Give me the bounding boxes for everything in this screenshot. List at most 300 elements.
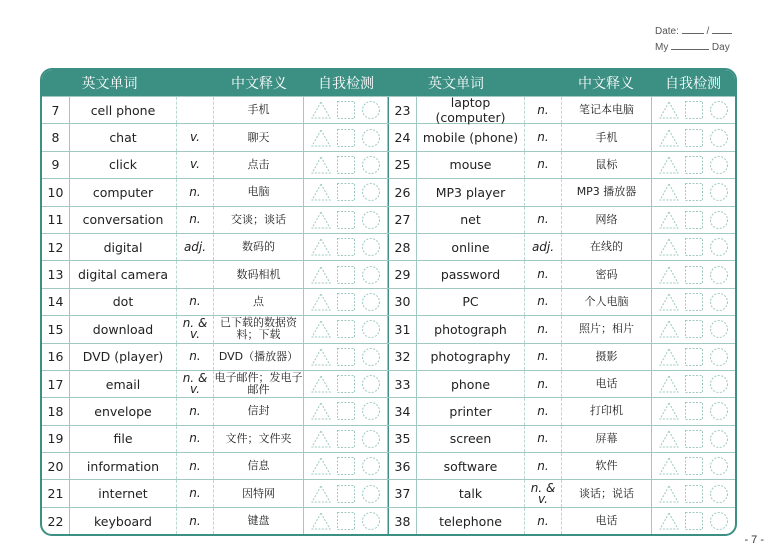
right-entry (389, 508, 736, 534)
circle-check-box[interactable] (709, 128, 729, 148)
left-entry (42, 344, 389, 370)
table-header (42, 70, 735, 96)
square-check-box[interactable] (684, 292, 704, 312)
entry-part-of-speech: n. & v. (525, 480, 562, 506)
entry-number: 12 (42, 234, 70, 260)
entry-word: mobile (phone) (417, 124, 525, 150)
entry-meaning: 电话 (562, 371, 652, 397)
entry-number: 17 (42, 371, 70, 397)
triangle-check-box[interactable] (311, 292, 331, 312)
square-check-box[interactable] (684, 347, 704, 367)
entry-part-of-speech: n. (525, 289, 562, 315)
triangle-check-box[interactable] (311, 484, 331, 504)
square-check-box[interactable] (336, 182, 356, 202)
table-row (42, 397, 735, 424)
entry-part-of-speech (525, 179, 562, 205)
square-check-box[interactable] (684, 265, 704, 285)
self-check-group (304, 453, 388, 479)
entry-meaning: 个人电脑 (562, 289, 652, 315)
table-row (42, 260, 735, 287)
entry-part-of-speech: n. (525, 124, 562, 150)
header-pos-right (524, 70, 561, 96)
entry-part-of-speech: n. (177, 344, 214, 370)
entry-part-of-speech: adj. (177, 234, 214, 260)
circle-check-box[interactable] (361, 374, 381, 394)
triangle-check-box[interactable] (311, 210, 331, 230)
circle-check-box[interactable] (709, 237, 729, 257)
entry-meaning: 数码的 (214, 234, 304, 260)
header-check-left: 自我检测 (318, 76, 374, 92)
self-check-group (304, 152, 388, 178)
left-entry (42, 480, 389, 506)
square-check-box[interactable] (684, 511, 704, 531)
circle-check-box[interactable] (709, 484, 729, 504)
entry-meaning: 信封 (214, 398, 304, 424)
entry-number: 26 (389, 179, 417, 205)
self-check-group (652, 508, 736, 534)
circle-check-box[interactable] (709, 155, 729, 175)
entry-part-of-speech (177, 261, 214, 287)
circle-check-box[interactable] (361, 155, 381, 175)
entry-meaning: 照片；相片 (562, 316, 652, 342)
square-check-box[interactable] (336, 429, 356, 449)
header-meaning-right: 中文释义 (578, 76, 634, 92)
triangle-check-box[interactable] (311, 319, 331, 339)
circle-check-box[interactable] (361, 429, 381, 449)
self-check-group (652, 179, 736, 205)
date-day-blank[interactable] (712, 24, 732, 34)
entry-word: email (70, 371, 177, 397)
triangle-check-box[interactable] (659, 210, 679, 230)
circle-check-box[interactable] (361, 182, 381, 202)
circle-check-box[interactable] (361, 100, 381, 120)
circle-check-box[interactable] (361, 237, 381, 257)
triangle-check-box[interactable] (659, 429, 679, 449)
table-row (42, 343, 735, 370)
circle-check-box[interactable] (361, 265, 381, 285)
page-number: - 7 - (744, 534, 764, 546)
entry-number: 38 (389, 508, 417, 534)
entry-word: online (417, 234, 525, 260)
circle-check-box[interactable] (709, 210, 729, 230)
circle-check-box[interactable] (361, 128, 381, 148)
self-check-group (652, 97, 736, 123)
entry-word: phone (417, 371, 525, 397)
self-check-group (304, 234, 388, 260)
square-check-box[interactable] (684, 401, 704, 421)
square-check-box[interactable] (336, 484, 356, 504)
entry-word: internet (70, 480, 177, 506)
entry-number: 9 (42, 152, 70, 178)
table-row (42, 370, 735, 397)
entry-number: 30 (389, 289, 417, 315)
entry-meaning: 屏幕 (562, 426, 652, 452)
entry-meaning: DVD（播放器） (214, 344, 304, 370)
entry-word: conversation (70, 207, 177, 233)
left-entry (42, 179, 389, 205)
circle-check-box[interactable] (709, 429, 729, 449)
square-check-box[interactable] (684, 182, 704, 202)
triangle-check-box[interactable] (659, 319, 679, 339)
self-check-group (652, 480, 736, 506)
self-check-group (304, 371, 388, 397)
entry-word: software (417, 453, 525, 479)
entry-part-of-speech: n. (177, 398, 214, 424)
square-check-box[interactable] (684, 100, 704, 120)
table-row (42, 479, 735, 506)
square-check-box[interactable] (684, 128, 704, 148)
triangle-check-box[interactable] (311, 100, 331, 120)
right-entry (389, 207, 736, 233)
entry-word: digital camera (70, 261, 177, 287)
entry-number: 31 (389, 316, 417, 342)
entry-word: printer (417, 398, 525, 424)
self-check-group (652, 398, 736, 424)
left-entry (42, 316, 389, 342)
square-check-box[interactable] (684, 237, 704, 257)
entry-part-of-speech: n. & v. (177, 371, 214, 397)
left-entry (42, 124, 389, 150)
circle-check-box[interactable] (709, 319, 729, 339)
entry-word: net (417, 207, 525, 233)
table-body (42, 96, 735, 534)
square-check-box[interactable] (684, 456, 704, 476)
triangle-check-box[interactable] (659, 182, 679, 202)
square-check-box[interactable] (684, 155, 704, 175)
entry-number: 7 (42, 97, 70, 123)
entry-part-of-speech: v. (177, 124, 214, 150)
circle-check-box[interactable] (361, 456, 381, 476)
day-number-blank[interactable] (671, 40, 709, 50)
right-entry (389, 453, 736, 479)
right-entry (389, 124, 736, 150)
circle-check-box[interactable] (361, 401, 381, 421)
entry-number: 18 (42, 398, 70, 424)
entry-meaning: 聊天 (214, 124, 304, 150)
entry-word: dot (70, 289, 177, 315)
self-check-group (304, 97, 388, 123)
left-entry (42, 453, 389, 479)
triangle-check-box[interactable] (311, 155, 331, 175)
right-entry (389, 398, 736, 424)
entry-part-of-speech: n. (177, 426, 214, 452)
table-row (42, 315, 735, 342)
triangle-check-box[interactable] (311, 456, 331, 476)
self-check-group (304, 207, 388, 233)
entry-number: 19 (42, 426, 70, 452)
right-entry (389, 289, 736, 315)
entry-part-of-speech: n. (525, 152, 562, 178)
header-word-left: 英文单词 (81, 76, 138, 92)
entry-number: 16 (42, 344, 70, 370)
entry-word: file (70, 426, 177, 452)
entry-word: cell phone (70, 97, 177, 123)
entry-number: 11 (42, 207, 70, 233)
entry-meaning: 点 (214, 289, 304, 315)
entry-part-of-speech: n. (525, 371, 562, 397)
entry-part-of-speech: n. (525, 316, 562, 342)
entry-part-of-speech: n. (525, 426, 562, 452)
entry-word: password (417, 261, 525, 287)
square-check-box[interactable] (336, 237, 356, 257)
right-entry (389, 95, 736, 126)
date-label: Date: (655, 26, 679, 37)
triangle-check-box[interactable] (659, 511, 679, 531)
entry-part-of-speech: n. (525, 453, 562, 479)
entry-meaning: 数码相机 (214, 261, 304, 287)
self-check-group (652, 152, 736, 178)
table-row (42, 288, 735, 315)
self-check-group (652, 316, 736, 342)
entry-word: PC (417, 289, 525, 315)
entry-meaning: 谈话；说话 (562, 480, 652, 506)
triangle-check-box[interactable] (311, 237, 331, 257)
entry-word: talk (417, 480, 525, 506)
date-line (655, 24, 732, 40)
entry-part-of-speech: n. (177, 179, 214, 205)
triangle-check-box[interactable] (659, 265, 679, 285)
entry-word: DVD (player) (70, 344, 177, 370)
triangle-check-box[interactable] (659, 456, 679, 476)
circle-check-box[interactable] (709, 374, 729, 394)
entry-meaning: 信息 (214, 453, 304, 479)
day-label: Day (711, 42, 730, 53)
entry-part-of-speech: n. (525, 508, 562, 534)
circle-check-box[interactable] (361, 292, 381, 312)
triangle-check-box[interactable] (659, 237, 679, 257)
triangle-check-box[interactable] (311, 511, 331, 531)
entry-number: 8 (42, 124, 70, 150)
right-entry (389, 234, 736, 260)
table-row (42, 206, 735, 233)
entry-part-of-speech: n. (525, 344, 562, 370)
self-check-group (304, 261, 388, 287)
entry-number: 25 (389, 152, 417, 178)
entry-meaning: 摄影 (562, 344, 652, 370)
circle-check-box[interactable] (709, 456, 729, 476)
left-entry (42, 371, 389, 397)
self-check-group (652, 453, 736, 479)
circle-check-box[interactable] (361, 484, 381, 504)
circle-check-box[interactable] (709, 401, 729, 421)
right-entry (389, 426, 736, 452)
self-check-group (652, 234, 736, 260)
entry-meaning: 文件；文件夹 (214, 426, 304, 452)
square-check-box[interactable] (684, 429, 704, 449)
triangle-check-box[interactable] (659, 401, 679, 421)
entry-meaning: 鼠标 (562, 152, 652, 178)
entry-meaning: 手机 (562, 124, 652, 150)
entry-part-of-speech: n. (525, 207, 562, 233)
entry-word: telephone (417, 508, 525, 534)
entry-meaning: 打印机 (562, 398, 652, 424)
circle-check-box[interactable] (709, 292, 729, 312)
right-entry (389, 179, 736, 205)
square-check-box[interactable] (336, 292, 356, 312)
left-entry (42, 207, 389, 233)
self-check-group (304, 124, 388, 150)
date-box (655, 24, 732, 56)
entry-part-of-speech: n. (177, 508, 214, 534)
entry-number: 13 (42, 261, 70, 287)
entry-meaning: 软件 (562, 453, 652, 479)
entry-meaning: 密码 (562, 261, 652, 287)
entry-part-of-speech: n. (525, 261, 562, 287)
circle-check-box[interactable] (709, 265, 729, 285)
entry-meaning: 键盘 (214, 508, 304, 534)
square-check-box[interactable] (336, 128, 356, 148)
circle-check-box[interactable] (361, 319, 381, 339)
square-check-box[interactable] (336, 265, 356, 285)
triangle-check-box[interactable] (311, 182, 331, 202)
date-month-blank[interactable] (682, 24, 704, 34)
triangle-check-box[interactable] (311, 265, 331, 285)
entry-number: 21 (42, 480, 70, 506)
table-row (42, 151, 735, 178)
left-entry (42, 152, 389, 178)
self-check-group (304, 316, 388, 342)
triangle-check-box[interactable] (311, 347, 331, 367)
triangle-check-box[interactable] (311, 374, 331, 394)
square-check-box[interactable] (684, 374, 704, 394)
entry-meaning: MP3 播放器 (562, 179, 652, 205)
square-check-box[interactable] (336, 210, 356, 230)
self-check-group (652, 124, 736, 150)
entry-part-of-speech: n. (525, 398, 562, 424)
entry-part-of-speech (177, 97, 214, 123)
circle-check-box[interactable] (361, 511, 381, 531)
table-row (42, 178, 735, 205)
left-entry (42, 289, 389, 315)
entry-part-of-speech: n. (177, 480, 214, 506)
self-check-group (652, 426, 736, 452)
circle-check-box[interactable] (361, 210, 381, 230)
entry-word: mouse (417, 152, 525, 178)
triangle-check-box[interactable] (659, 100, 679, 120)
square-check-box[interactable] (336, 155, 356, 175)
entry-number: 33 (389, 371, 417, 397)
table-row (42, 452, 735, 479)
self-check-group (652, 344, 736, 370)
entry-number: 22 (42, 508, 70, 534)
triangle-check-box[interactable] (659, 484, 679, 504)
self-check-group (304, 480, 388, 506)
triangle-check-box[interactable] (311, 401, 331, 421)
table-row (42, 233, 735, 260)
header-check-right: 自我检测 (665, 76, 721, 92)
entry-meaning: 点击 (214, 152, 304, 178)
table-row (42, 123, 735, 150)
entry-number: 27 (389, 207, 417, 233)
entry-word: digital (70, 234, 177, 260)
square-check-box[interactable] (336, 456, 356, 476)
entry-number: 28 (389, 234, 417, 260)
triangle-check-box[interactable] (659, 128, 679, 148)
left-entry (42, 426, 389, 452)
entry-number: 20 (42, 453, 70, 479)
right-entry (389, 480, 736, 506)
entry-number: 15 (42, 316, 70, 342)
entry-meaning: 交谈；谈话 (214, 207, 304, 233)
entry-word: information (70, 453, 177, 479)
self-check-group (652, 371, 736, 397)
left-entry (42, 97, 389, 123)
square-check-box[interactable] (336, 319, 356, 339)
my-label: My (655, 42, 669, 53)
right-entry (389, 316, 736, 342)
triangle-check-box[interactable] (659, 292, 679, 312)
triangle-check-box[interactable] (659, 374, 679, 394)
triangle-check-box[interactable] (659, 155, 679, 175)
entry-number: 35 (389, 426, 417, 452)
entry-part-of-speech: n. (177, 453, 214, 479)
circle-check-box[interactable] (709, 100, 729, 120)
square-check-box[interactable] (336, 401, 356, 421)
entry-number: 10 (42, 179, 70, 205)
entry-part-of-speech: n. (177, 289, 214, 315)
entry-word: keyboard (70, 508, 177, 534)
entry-word: click (70, 152, 177, 178)
entry-number: 36 (389, 453, 417, 479)
entry-meaning: 在线的 (562, 234, 652, 260)
square-check-box[interactable] (336, 347, 356, 367)
table-row (42, 425, 735, 452)
entry-meaning: 因特网 (214, 480, 304, 506)
table-row (42, 95, 735, 126)
entry-number: 34 (389, 398, 417, 424)
right-entry (389, 344, 736, 370)
entry-number: 14 (42, 289, 70, 315)
entry-meaning: 笔记本电脑 (562, 97, 652, 123)
square-check-box[interactable] (684, 210, 704, 230)
circle-check-box[interactable] (709, 347, 729, 367)
entry-word: computer (70, 179, 177, 205)
entry-meaning: 网络 (562, 207, 652, 233)
circle-check-box[interactable] (709, 182, 729, 202)
square-check-box[interactable] (684, 484, 704, 504)
entry-word: laptop (computer) (417, 97, 525, 123)
circle-check-box[interactable] (361, 347, 381, 367)
entry-word: envelope (70, 398, 177, 424)
triangle-check-box[interactable] (659, 347, 679, 367)
right-entry (389, 152, 736, 178)
square-check-box[interactable] (336, 100, 356, 120)
square-check-box[interactable] (684, 319, 704, 339)
entry-word: MP3 player (417, 179, 525, 205)
circle-check-box[interactable] (709, 511, 729, 531)
entry-meaning: 电话 (562, 508, 652, 534)
entry-word: download (70, 316, 177, 342)
right-entry (389, 371, 736, 397)
entry-word: chat (70, 124, 177, 150)
self-check-group (304, 179, 388, 205)
square-check-box[interactable] (336, 511, 356, 531)
entry-number: 37 (389, 480, 417, 506)
self-check-group (304, 344, 388, 370)
entry-part-of-speech: v. (177, 152, 214, 178)
entry-part-of-speech: n. (525, 97, 562, 123)
entry-number: 24 (389, 124, 417, 150)
triangle-check-box[interactable] (311, 429, 331, 449)
self-check-group (652, 289, 736, 315)
self-check-group (304, 426, 388, 452)
left-entry (42, 398, 389, 424)
square-check-box[interactable] (336, 374, 356, 394)
entry-part-of-speech: n. & v. (177, 316, 214, 342)
self-check-group (304, 289, 388, 315)
triangle-check-box[interactable] (311, 128, 331, 148)
entry-number: 23 (389, 97, 417, 123)
